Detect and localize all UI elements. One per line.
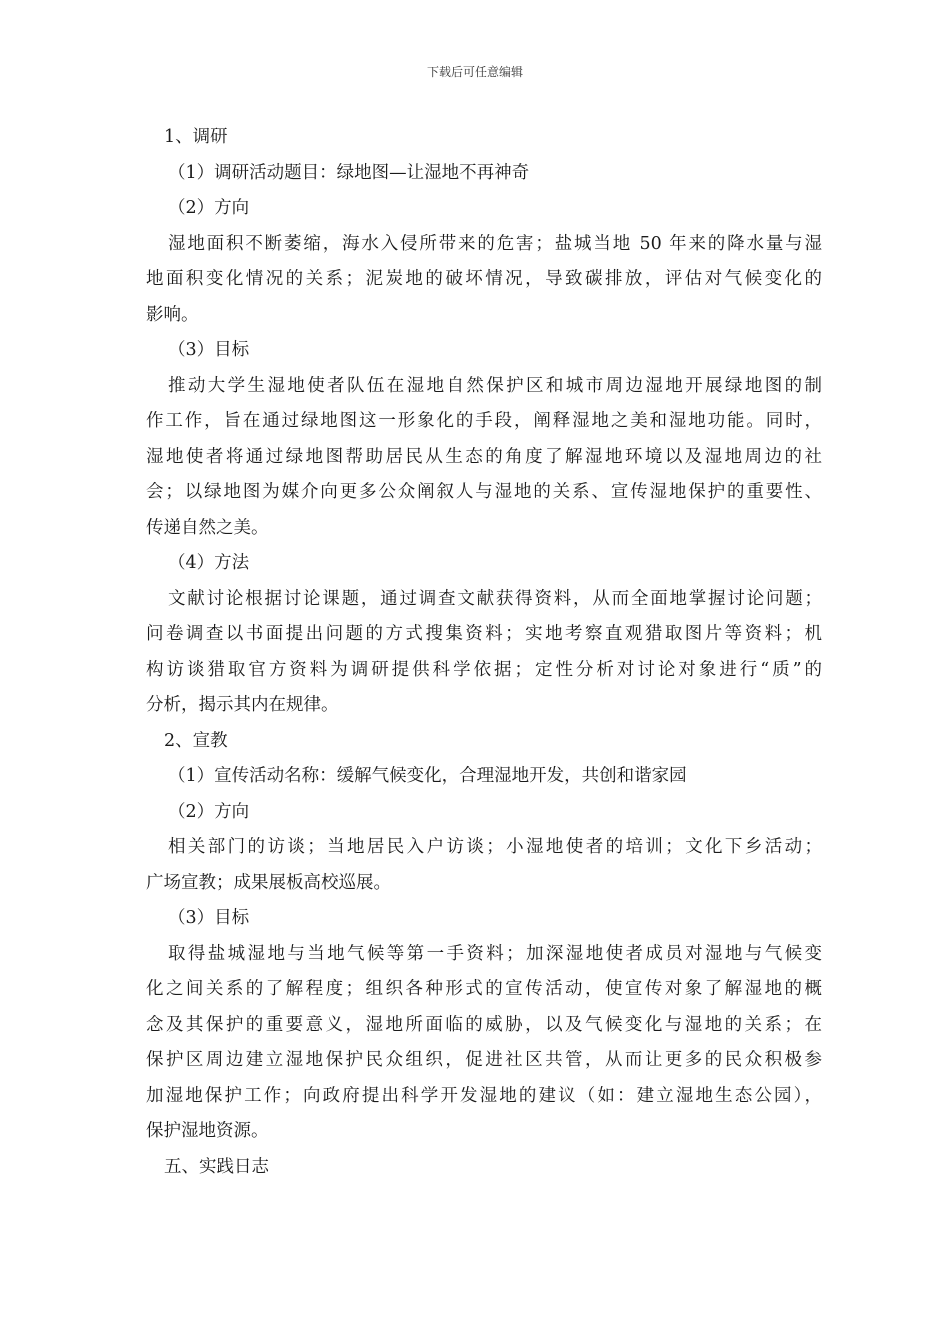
text-line: 化之间关系的了解程度；组织各种形式的宣传活动，使宣传对象了解湿地的概 [146,979,822,999]
text-line: （4）方法 [168,553,250,573]
text-line: （3）目标 [168,340,250,360]
text-line: 保护区周边建立湿地保护民众组织，促进社区共管，从而让更多的民众积极参 [146,1050,822,1070]
text-line: 相关部门的访谈；当地居民入户访谈；小湿地使者的培训；文化下乡活动； [168,837,822,857]
text-line: 取得盐城湿地与当地气候等第一手资料；加深湿地使者成员对湿地与气候变 [168,943,822,964]
text-line: 保护湿地资源。 [146,1121,269,1141]
text-line: 加湿地保护工作；向政府提出科学开发湿地的建议（如：建立湿地生态公园）， [146,1085,822,1106]
text-line: 会；以绿地图为媒介向更多公众阐叙人与湿地的关系、宣传湿地保护的重要性、 [146,482,822,502]
text-line: 湿地使者将通过绿地图帮助居民从生态的角度了解湿地环境以及湿地周边的社 [146,446,822,467]
text-line: 问卷调查以书面提出问题的方式搜集资料；实地考察直观猎取图片等资料；机 [146,624,822,644]
text-line: 湿地面积不断萎缩，海水入侵所带来的危害；盐城当地 50 年来的降水量与湿 [168,233,822,254]
text-line: （1）调研活动题目：绿地图—让湿地不再神奇 [168,162,530,183]
text-line: 分析，揭示其内在规律。 [146,695,339,715]
text-line: 念及其保护的重要意义，湿地所面临的威胁，以及气候变化与湿地的关系；在 [146,1014,822,1035]
text-line: 影响。 [146,304,199,325]
text-line: 构访谈猎取官方资料为调研提供科学依据；定性分析对讨论对象进行“质”的 [146,659,822,680]
text-line: （2）方向 [168,198,250,218]
page-header: 下载后可任意编辑 [426,65,523,79]
text-line: 五、实践日志 [164,1156,269,1177]
text-line: 2、宣教 [164,730,228,751]
document-body [146,120,822,1185]
text-line: 广场宣教；成果展板高校巡展。 [146,872,391,893]
text-line: 传递自然之美。 [146,517,269,538]
text-line: （1）宣传活动名称：缓解气候变化，合理湿地开发，共创和谐家园 [168,766,687,786]
text-line: 1、调研 [164,127,228,147]
text-line: 文献讨论根据讨论课题，通过调查文献获得资料，从而全面地掌握讨论问题； [168,588,822,609]
text-line: （3）目标 [168,908,250,928]
text-line: 推动大学生湿地使者队伍在湿地自然保护区和城市周边湿地开展绿地图的制 [168,375,822,396]
text-line: （2）方向 [168,801,250,822]
text-line: 地面积变化情况的关系；泥炭地的破坏情况，导致碳排放，评估对气候变化的 [146,269,822,289]
text-line: 作工作，旨在通过绿地图这一形象化的手段，阐释湿地之美和湿地功能。同时， [146,411,822,431]
